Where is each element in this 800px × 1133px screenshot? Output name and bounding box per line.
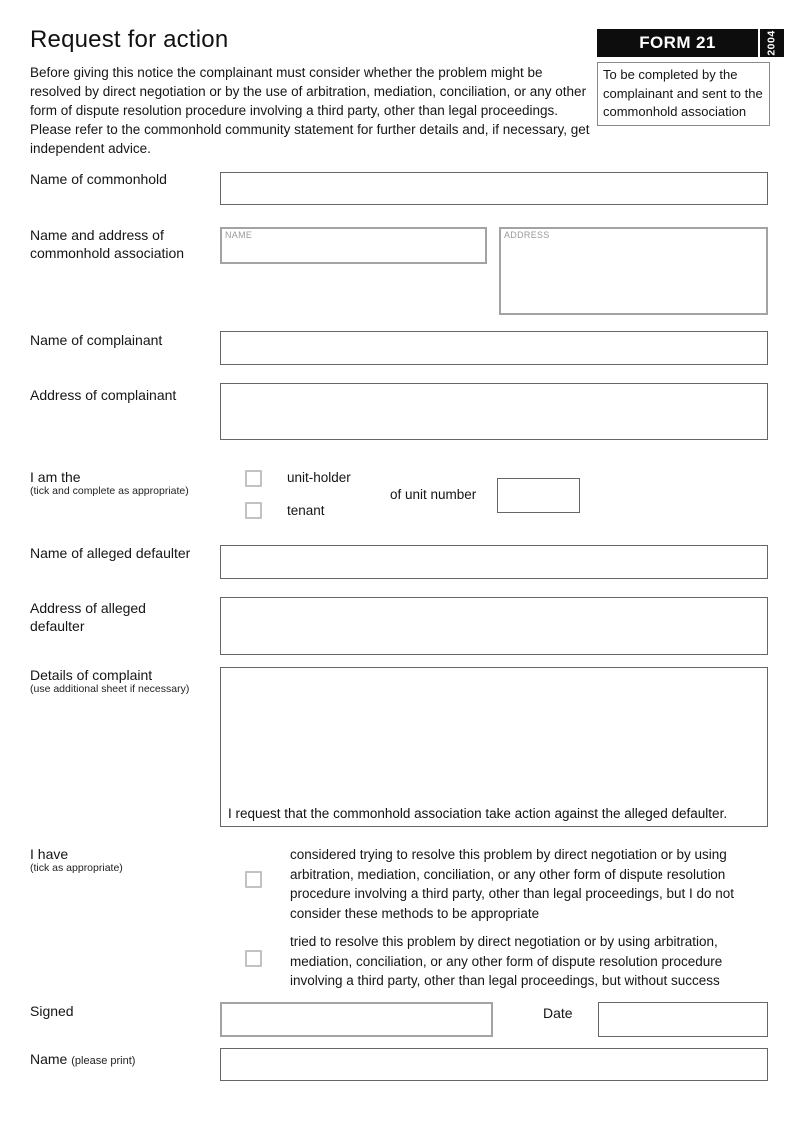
label-name-print-group <box>30 1050 135 1070</box>
checkbox-tried-resolution[interactable] <box>245 950 262 967</box>
caption-association-name: NAME <box>225 230 253 240</box>
page-title: Request for action <box>30 26 229 53</box>
input-signed[interactable] <box>220 1002 493 1037</box>
caption-association-address: ADDRESS <box>504 230 550 240</box>
label-address-of-alleged-defaulter: Address of alleged defaulter <box>30 600 146 634</box>
form-year-chip <box>760 29 784 57</box>
input-details-of-complaint[interactable] <box>220 667 768 827</box>
label-name-of-commonhold: Name of commonhold <box>30 171 167 187</box>
label-considered-resolution: considered trying to resolve this problem by direct negotiation or by using arbitration, mediation, conciliation, or any other form of dispute resolution procedure involving a third party, other than legal proceedings, but I do not consider these methods to be appropriate <box>290 847 735 921</box>
input-name-print[interactable] <box>220 1048 768 1081</box>
label-name-of-complainant: Name of complainant <box>30 332 163 348</box>
hint-details-of-complaint: (use additional sheet if necessary) <box>30 683 190 695</box>
input-name-of-alleged-defaulter[interactable] <box>220 545 768 579</box>
label-signed: Signed <box>30 1003 74 1019</box>
form-year-label: 2004 <box>766 30 779 56</box>
input-date[interactable] <box>598 1002 768 1037</box>
label-details-of-complaint: Details of complaint <box>30 667 153 683</box>
checkbox-tenant[interactable] <box>245 502 262 519</box>
form-badge-group <box>597 29 784 57</box>
label-tenant: tenant <box>287 503 325 518</box>
label-name-of-alleged-defaulter: Name of alleged defaulter <box>30 545 191 561</box>
label-date: Date <box>543 1005 573 1021</box>
input-name-of-commonhold[interactable] <box>220 172 768 205</box>
label-i-am-the: I am the <box>30 469 81 485</box>
hint-i-am-the: (tick and complete as appropriate) <box>30 485 189 497</box>
hint-name-print: (please print) <box>71 1055 136 1067</box>
form-number-badge: FORM 21 <box>597 29 758 57</box>
request-statement: I request that the commonhold association take action against the alleged defaulter. <box>228 806 728 821</box>
input-unit-number[interactable] <box>497 478 580 513</box>
label-of-unit-number: of unit number <box>390 487 477 502</box>
input-address-of-complainant[interactable] <box>220 383 768 440</box>
input-name-of-complainant[interactable] <box>220 331 768 365</box>
label-name-print: Name <box>30 1051 68 1067</box>
input-association-name[interactable] <box>220 227 487 264</box>
label-address-of-complainant: Address of complainant <box>30 387 177 403</box>
hint-i-have: (tick as appropriate) <box>30 862 123 874</box>
label-unit-holder: unit-holder <box>287 470 351 485</box>
intro-paragraph: Before giving this notice the complainant must consider whether the problem might be resolved by direct negotiation or by the use of arbitration, mediation, conciliation, or any other form of dispute resolution procedure involving a third party, other than legal proceedings. Please refer to the commonhold community statement for further details and, if necessary, get independent advice. <box>30 65 590 156</box>
label-association: Name and address of commonhold association <box>30 227 185 261</box>
checkbox-unit-holder[interactable] <box>245 470 262 487</box>
label-tried-resolution: tried to resolve this problem by direct negotiation or by using arbitration, mediation, conciliation, or any other form of dispute resolution procedure involving a third party, other than legal proceedings, but without success <box>290 934 723 988</box>
completion-note: To be completed by the complainant and sent to the commonhold association <box>597 62 770 126</box>
input-address-of-alleged-defaulter[interactable] <box>220 597 768 655</box>
checkbox-considered-resolution[interactable] <box>245 871 262 888</box>
label-i-have: I have <box>30 846 69 862</box>
input-association-address[interactable] <box>499 227 768 315</box>
